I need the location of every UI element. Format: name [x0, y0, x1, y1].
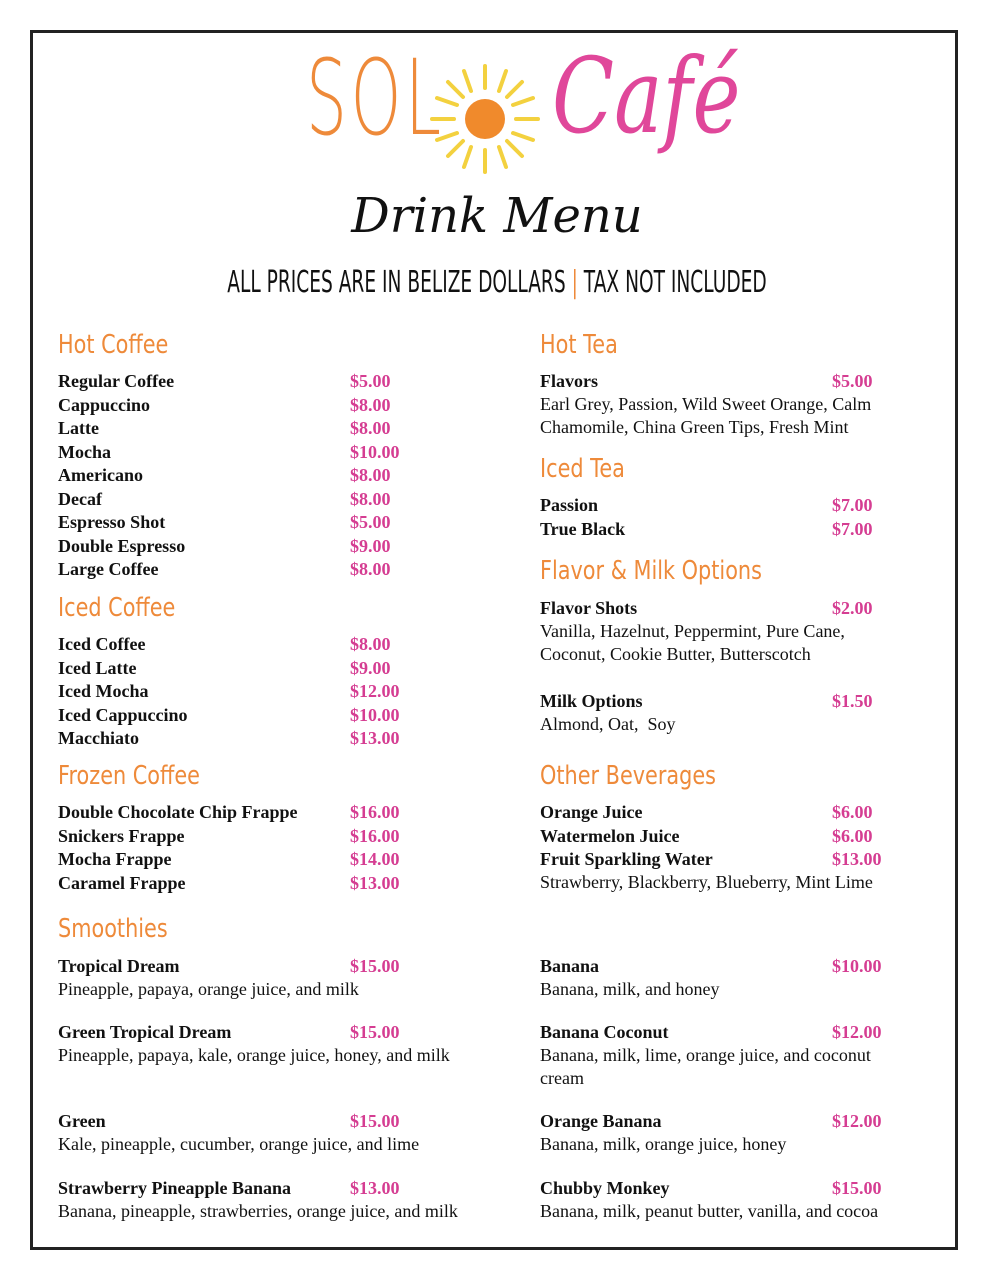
menu-item — [58, 656, 438, 680]
menu-item — [58, 416, 438, 440]
item-name: Large Coffee — [58, 559, 159, 579]
item-description: Almond, Oat, Soy — [540, 713, 676, 734]
section-title-iced-coffee: Iced Coffee — [58, 593, 176, 623]
item-description: Banana, milk, orange juice, honey — [540, 1133, 787, 1154]
menu-item — [58, 954, 438, 978]
item-name: True Black — [540, 518, 626, 539]
menu-item — [540, 954, 920, 978]
item-price: $15.00 — [350, 1111, 400, 1131]
menu-item — [58, 1109, 438, 1133]
item-name: Iced Cappuccino — [58, 704, 188, 725]
menu-item — [58, 487, 438, 511]
item-description: Banana, milk, peanut butter, vanilla, and cocoa — [540, 1200, 879, 1221]
item-price: $8.00 — [350, 488, 391, 509]
item-description: Kale, pineapple, cucumber, orange juice, and lime — [58, 1133, 420, 1154]
menu-item — [540, 1176, 920, 1200]
item-name: Caramel Frappe — [58, 872, 186, 893]
section-title-frozen-coffee: Frozen Coffee — [58, 761, 200, 791]
item-name: Passion — [540, 495, 599, 515]
item-name: Green Tropical Dream — [58, 1022, 232, 1042]
item-description: Vanilla, Hazelnut, Peppermint, Pure Cane, Coconut, Cookie Butter, Butterscotch — [540, 620, 845, 664]
menu-item — [58, 1020, 438, 1044]
item-price: $10.00 — [832, 956, 882, 976]
logo-sol-text: SOL — [306, 37, 445, 159]
item-price: $13.00 — [350, 728, 400, 748]
item-price: $15.00 — [832, 1178, 882, 1198]
item-price: $1.50 — [832, 691, 873, 711]
menu-item — [58, 871, 438, 895]
item-price: $15.00 — [350, 956, 400, 976]
item-name: Macchiato — [58, 728, 139, 748]
menu-item — [58, 800, 438, 824]
price-note-tax: TAX NOT INCLUDED — [583, 265, 767, 300]
item-price: $16.00 — [350, 802, 400, 822]
item-price: $6.00 — [832, 802, 873, 822]
menu-item — [58, 510, 438, 534]
item-name: Americano — [58, 465, 143, 485]
menu-item — [540, 1020, 920, 1044]
item-name: Orange Banana — [540, 1111, 662, 1131]
item-price: $12.00 — [350, 681, 400, 701]
item-price: $5.00 — [350, 371, 391, 391]
item-name: Flavor Shots — [540, 598, 638, 618]
item-price: $5.00 — [832, 371, 873, 391]
section-title-smoothies: Smoothies — [58, 914, 168, 944]
item-price: $13.00 — [350, 1178, 400, 1198]
item-price: $13.00 — [832, 849, 882, 869]
item-name: Banana — [540, 956, 600, 976]
item-description: Banana, pineapple, strawberries, orange juice, and milk — [58, 1200, 458, 1221]
logo-cafe-text: Café — [552, 35, 741, 157]
item-price: $8.00 — [350, 418, 391, 438]
price-note-currency: ALL PRICES ARE IN BELIZE DOLLARS — [227, 265, 566, 300]
menu-item — [540, 493, 920, 517]
item-price: $15.00 — [350, 1022, 400, 1042]
item-name: Espresso Shot — [58, 512, 166, 532]
item-price: $6.00 — [832, 825, 873, 846]
item-description: Pineapple, papaya, kale, orange juice, honey, and milk — [58, 1044, 450, 1065]
logo — [0, 35, 994, 190]
section-title-iced-tea: Iced Tea — [540, 454, 625, 484]
menu-item — [540, 824, 920, 848]
item-name: Mocha Frappe — [58, 849, 172, 869]
item-price: $14.00 — [350, 849, 400, 869]
menu-item — [540, 1109, 920, 1133]
item-name: Iced Mocha — [58, 681, 149, 701]
item-name: Orange Juice — [540, 802, 643, 822]
menu-item — [58, 1176, 438, 1200]
menu-item — [540, 596, 920, 620]
price-note — [189, 265, 805, 300]
section-title-hot-tea: Hot Tea — [540, 330, 618, 360]
section-title-hot-coffee: Hot Coffee — [58, 330, 169, 360]
item-price: $5.00 — [350, 512, 391, 532]
price-note-separator: | — [571, 265, 578, 300]
item-price: $12.00 — [832, 1022, 882, 1042]
menu-item — [540, 517, 920, 541]
menu-item — [540, 800, 920, 824]
item-price: $9.00 — [350, 657, 391, 678]
item-name: Milk Options — [540, 691, 643, 711]
item-name: Cappuccino — [58, 394, 151, 415]
menu-item — [58, 393, 438, 417]
item-price: $2.00 — [832, 598, 873, 618]
menu-item — [58, 369, 438, 393]
menu-item — [540, 689, 920, 713]
item-description: Banana, milk, lime, orange juice, and coconut cream — [540, 1044, 871, 1088]
item-name: Watermelon Juice — [540, 825, 680, 846]
item-price: $8.00 — [350, 634, 391, 654]
item-price: $13.00 — [350, 872, 400, 893]
menu-item — [58, 726, 438, 750]
item-name: Double Espresso — [58, 535, 186, 556]
item-name: Iced Coffee — [58, 634, 146, 654]
menu-item — [58, 534, 438, 558]
section-title-flavor-milk: Flavor & Milk Options — [540, 556, 762, 586]
item-price: $7.00 — [832, 495, 873, 515]
item-name: Latte — [58, 418, 99, 438]
item-price: $9.00 — [350, 535, 391, 556]
menu-item — [540, 369, 920, 393]
item-name: Chubby Monkey — [540, 1178, 670, 1198]
menu-item — [58, 679, 438, 703]
item-description: Earl Grey, Passion, Wild Sweet Orange, Calm Chamomile, China Green Tips, Fresh Mint — [540, 393, 872, 437]
menu-item — [540, 847, 920, 871]
item-name: Strawberry Pineapple Banana — [58, 1178, 292, 1198]
item-name: Double Chocolate Chip Frappe — [58, 802, 298, 822]
menu-item — [58, 632, 438, 656]
page-title: Drink Menu — [351, 188, 643, 244]
menu-item — [58, 703, 438, 727]
item-name: Regular Coffee — [58, 371, 175, 391]
item-description: Pineapple, papaya, orange juice, and milk — [58, 978, 359, 999]
menu-item — [58, 440, 438, 464]
menu-item — [58, 463, 438, 487]
item-price: $8.00 — [350, 559, 391, 579]
item-name: Mocha — [58, 441, 111, 462]
item-name: Flavors — [540, 371, 598, 391]
item-price: $12.00 — [832, 1111, 882, 1131]
section-title-other-beverages: Other Beverages — [540, 761, 716, 791]
item-name: Snickers Frappe — [58, 825, 185, 846]
item-name: Green — [58, 1111, 106, 1131]
item-name: Banana Coconut — [540, 1022, 669, 1042]
item-name: Fruit Sparkling Water — [540, 849, 713, 869]
menu-item — [58, 847, 438, 871]
item-price: $16.00 — [350, 825, 400, 846]
item-price: $10.00 — [350, 441, 400, 462]
item-name: Tropical Dream — [58, 956, 180, 976]
item-name: Decaf — [58, 488, 102, 509]
sun-icon — [428, 62, 542, 176]
item-price: $10.00 — [350, 704, 400, 725]
menu-item — [58, 824, 438, 848]
item-price: $8.00 — [350, 394, 391, 415]
item-description: Strawberry, Blackberry, Blueberry, Mint Lime — [540, 871, 873, 892]
item-name: Iced Latte — [58, 657, 137, 678]
item-price: $7.00 — [832, 518, 873, 539]
item-price: $8.00 — [350, 465, 391, 485]
item-description: Banana, milk, and honey — [540, 978, 720, 999]
menu-item — [58, 557, 438, 581]
